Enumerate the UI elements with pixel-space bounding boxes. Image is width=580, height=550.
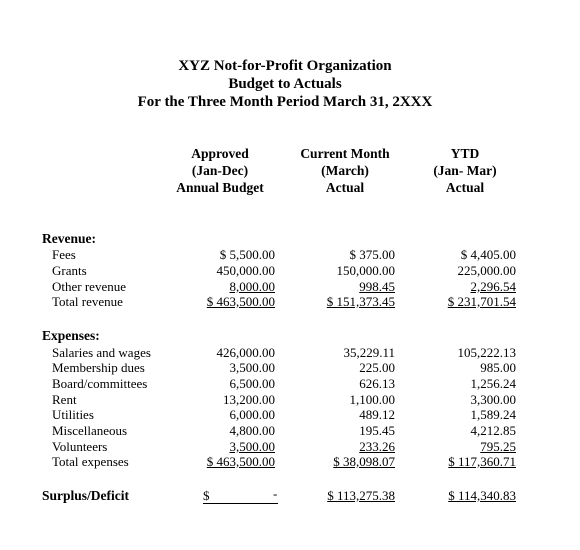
cell-budget: 13,200.00 [223,392,275,407]
column-header-line: YTD [450,146,480,161]
row-label-membership-dues: Membership dues [52,360,145,375]
column-header-line: Current Month [300,146,390,161]
period-title: For the Three Month Period March 31, 2XXX [137,94,433,110]
cell-month: 35,229.11 [343,345,395,360]
cell-ytd: $ 117,360.71 [448,454,516,469]
cell-month: 233.26 [359,439,395,454]
column-header-line: Actual [445,180,485,195]
cell-budget: $ 463,500.00 [206,294,275,309]
cell-budget: 6,500.00 [229,376,275,391]
cell-ytd: 3,300.00 [470,392,516,407]
org-title: XYZ Not-for-Profit Organization [178,58,392,74]
cell-budget: 3,500.00 [229,439,275,454]
column-header-ytd [415,145,515,196]
cell-ytd: 225,000.00 [457,263,516,278]
column-header-line: (Jan-Dec) [191,163,249,178]
row-label-rent: Rent [52,392,77,407]
row-label-board-committees: Board/committees [52,376,148,391]
cell-ytd: 795.25 [480,439,516,454]
cell-ytd: 985.00 [480,360,516,375]
cell-budget-dash: - [273,486,278,501]
column-header-month [280,145,410,196]
surplus-deficit-label: Surplus/Deficit [42,488,130,503]
row-label-other-revenue: Other revenue [52,279,126,294]
cell-month: 489.12 [359,407,395,422]
report-title: Budget to Actuals [228,76,342,92]
cell-ytd: $ 4,405.00 [460,247,516,262]
cell-budget: $ 463,500.00 [206,454,275,469]
cell-month: 626.13 [359,376,395,391]
row-label-volunteers: Volunteers [52,439,108,454]
cell-ytd: 4,212.85 [470,423,516,438]
column-header-budget [160,145,280,196]
row-label-fees: Fees [52,247,76,262]
row-label-utilities: Utilities [52,407,94,422]
column-header-line: (March) [321,163,369,178]
row-label-salaries: Salaries and wages [52,345,151,360]
row-label-total-expenses: Total expenses [52,454,129,469]
cell-budget: 8,000.00 [229,279,275,294]
column-header-line: Approved [191,146,249,161]
row-label-miscellaneous: Miscellaneous [52,423,128,438]
cell-ytd: 1,256.24 [470,376,516,391]
cell-ytd: $ 114,340.83 [448,488,516,503]
cell-month: 225.00 [359,360,395,375]
cell-budget: 6,000.00 [229,407,275,422]
cell-month: 998.45 [359,279,395,294]
cell-month: 1,100.00 [349,392,395,407]
row-label-grants: Grants [52,263,87,278]
cell-budget: 426,000.00 [216,345,275,360]
column-header-line: (Jan- Mar) [433,163,497,178]
column-header-line: Actual [325,180,365,195]
cell-ytd: 1,589.24 [470,407,516,422]
cell-ytd: 2,296.54 [470,279,516,294]
cell-month: $ 151,373.45 [326,294,395,309]
cell-month: 195.45 [359,423,395,438]
column-header-line: Annual Budget [176,180,264,195]
cell-month: $ 375.00 [349,247,395,262]
cell-budget: $ 5,500.00 [219,247,275,262]
cell-ytd: $ 231,701.54 [447,294,516,309]
cell-month: $ 38,098.07 [333,454,395,469]
expenses-section-label: Expenses: [42,328,100,343]
cell-budget: 450,000.00 [216,263,275,278]
cell-month: $ 113,275.38 [327,488,395,503]
row-label-total-revenue: Total revenue [52,294,123,309]
cell-budget: 4,800.00 [229,423,275,438]
revenue-section-label: Revenue: [42,231,96,246]
cell-budget: 3,500.00 [229,360,275,375]
underline-rule [203,503,278,504]
cell-month: 150,000.00 [336,263,395,278]
cell-ytd: 105,222.13 [457,345,516,360]
cell-budget-symbol: $ [203,488,210,503]
